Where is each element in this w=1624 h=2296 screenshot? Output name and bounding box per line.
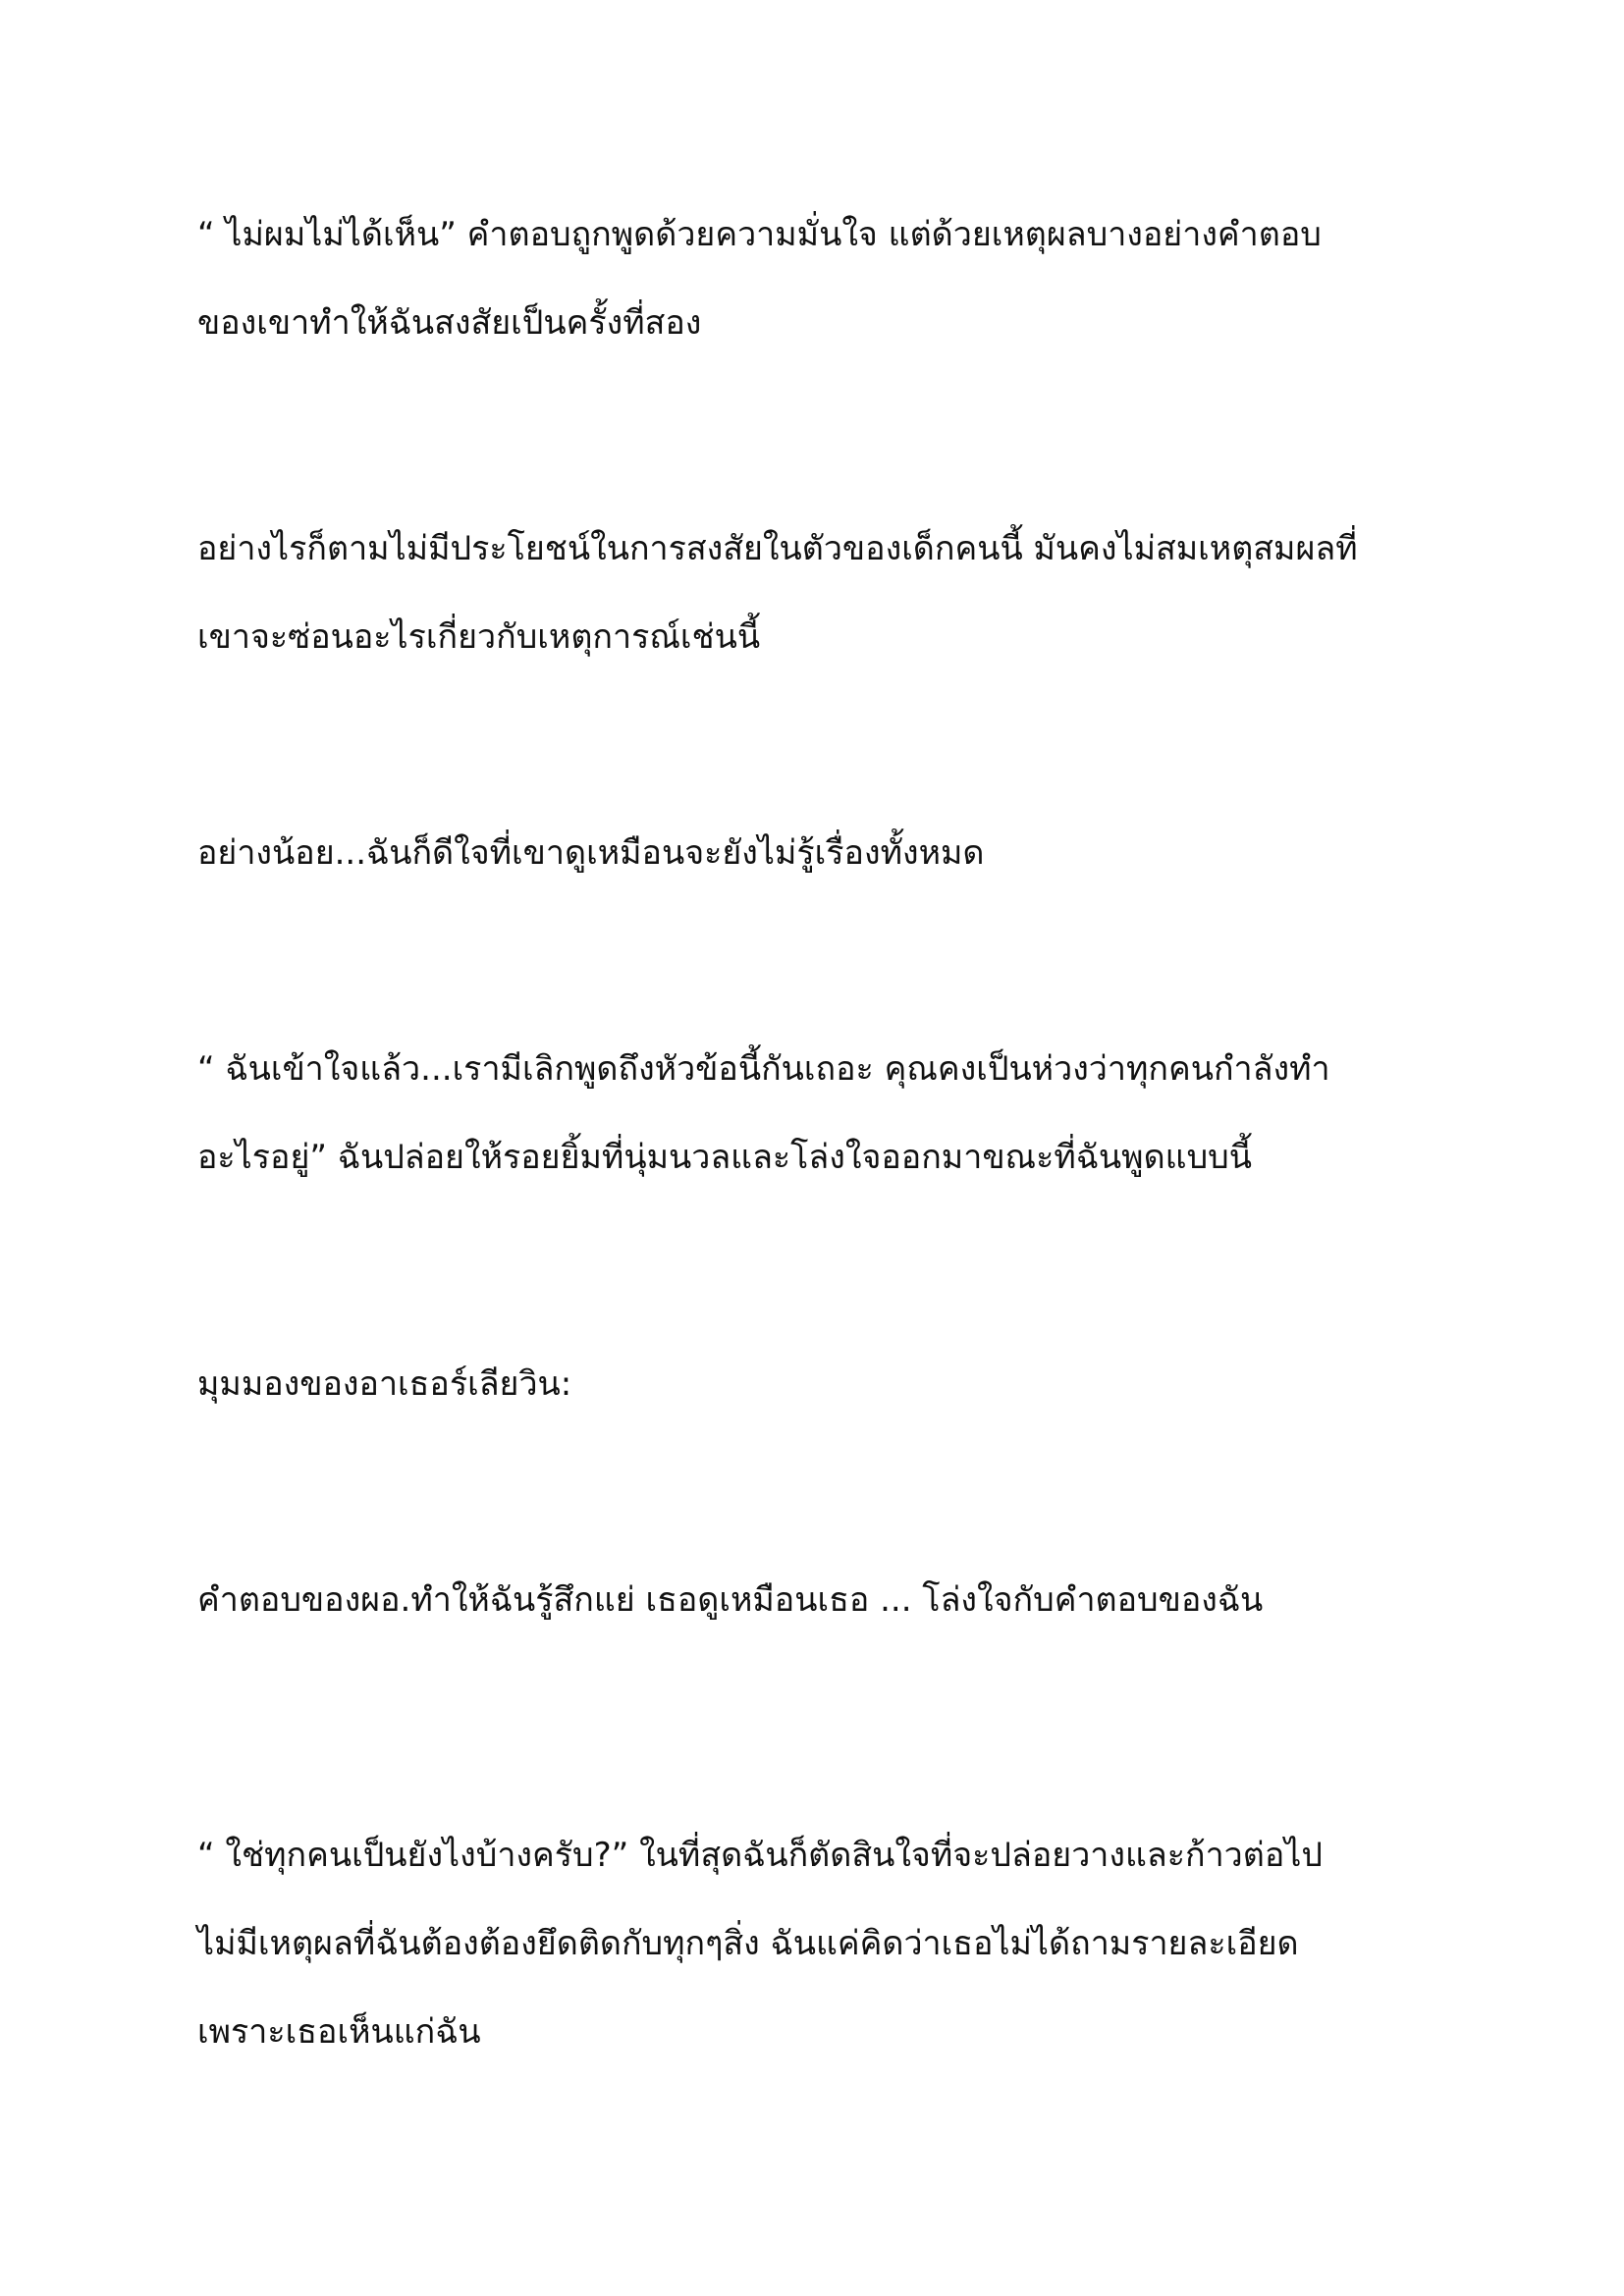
paragraph-4: [197, 1025, 1435, 1201]
text-line: อะไรอยู่” ฉันปล่อยให้รอยยิ้มที่นุ่มนวลและโล่งใจออกมาขณะที่ฉันพูดแบบนี้: [197, 1138, 1252, 1177]
text-line: ของเขาทำให้ฉันสงสัยเป็นครั้งที่สอง: [197, 303, 702, 343]
paragraph-7: [197, 1811, 1435, 2076]
text-line: อย่างน้อย...ฉันก็ดีใจที่เขาดูเหมือนจะยังไม่รู้เรื่องทั้งหมด: [197, 833, 985, 873]
paragraph-6: [197, 1556, 1435, 1644]
paragraph-2: [197, 505, 1435, 681]
text-line: อย่างไรก็ตามไม่มีประโยชน์ในการสงสัยในตัวของเด็กคนนี้ มันคงไม่สมเหตุสมผลที่: [197, 529, 1358, 568]
text-line: เขาจะซ่อนอะไรเกี่ยวกับเหตุการณ์เช่นนี้: [197, 617, 761, 657]
text-line: “ ใช่ทุกคนเป็นยังไงบ้างครับ?” ในที่สุดฉันก็ตัดสินใจที่จะปล่อยวางและก้าวต่อไป: [197, 1836, 1323, 1875]
text-line: ไม่มีเหตุผลที่ฉันต้องต้องยึดติดกับทุกๆสิ่ง ฉันแค่คิดว่าเธอไม่ได้ถามรายละเอียด: [197, 1924, 1299, 1963]
text-line: เพราะเธอเห็นแก่ฉัน: [197, 2012, 481, 2052]
paragraph-5: [197, 1340, 1435, 1428]
paragraph-3: [197, 809, 1435, 897]
paragraph-1: [197, 190, 1435, 367]
text-line: มุมมองของอาเธอร์เลียวิน:: [197, 1364, 572, 1404]
text-line: “ ไม่ผมไม่ได้เห็น” คำตอบถูกพูดด้วยความมั่นใจ แต่ด้วยเหตุผลบางอย่างคำตอบ: [197, 215, 1322, 254]
text-line: คำตอบของผอ.ทำให้ฉันรู้สึกแย่ เธอดูเหมือนเธอ ... โล่งใจกับคำตอบของฉัน: [197, 1580, 1264, 1620]
text-line: “ ฉันเข้าใจแล้ว...เรามีเลิกพูดถึงหัวข้อนี้กันเถอะ คุณคงเป็นห่วงว่าทุกคนกำลังทำ: [197, 1049, 1330, 1089]
